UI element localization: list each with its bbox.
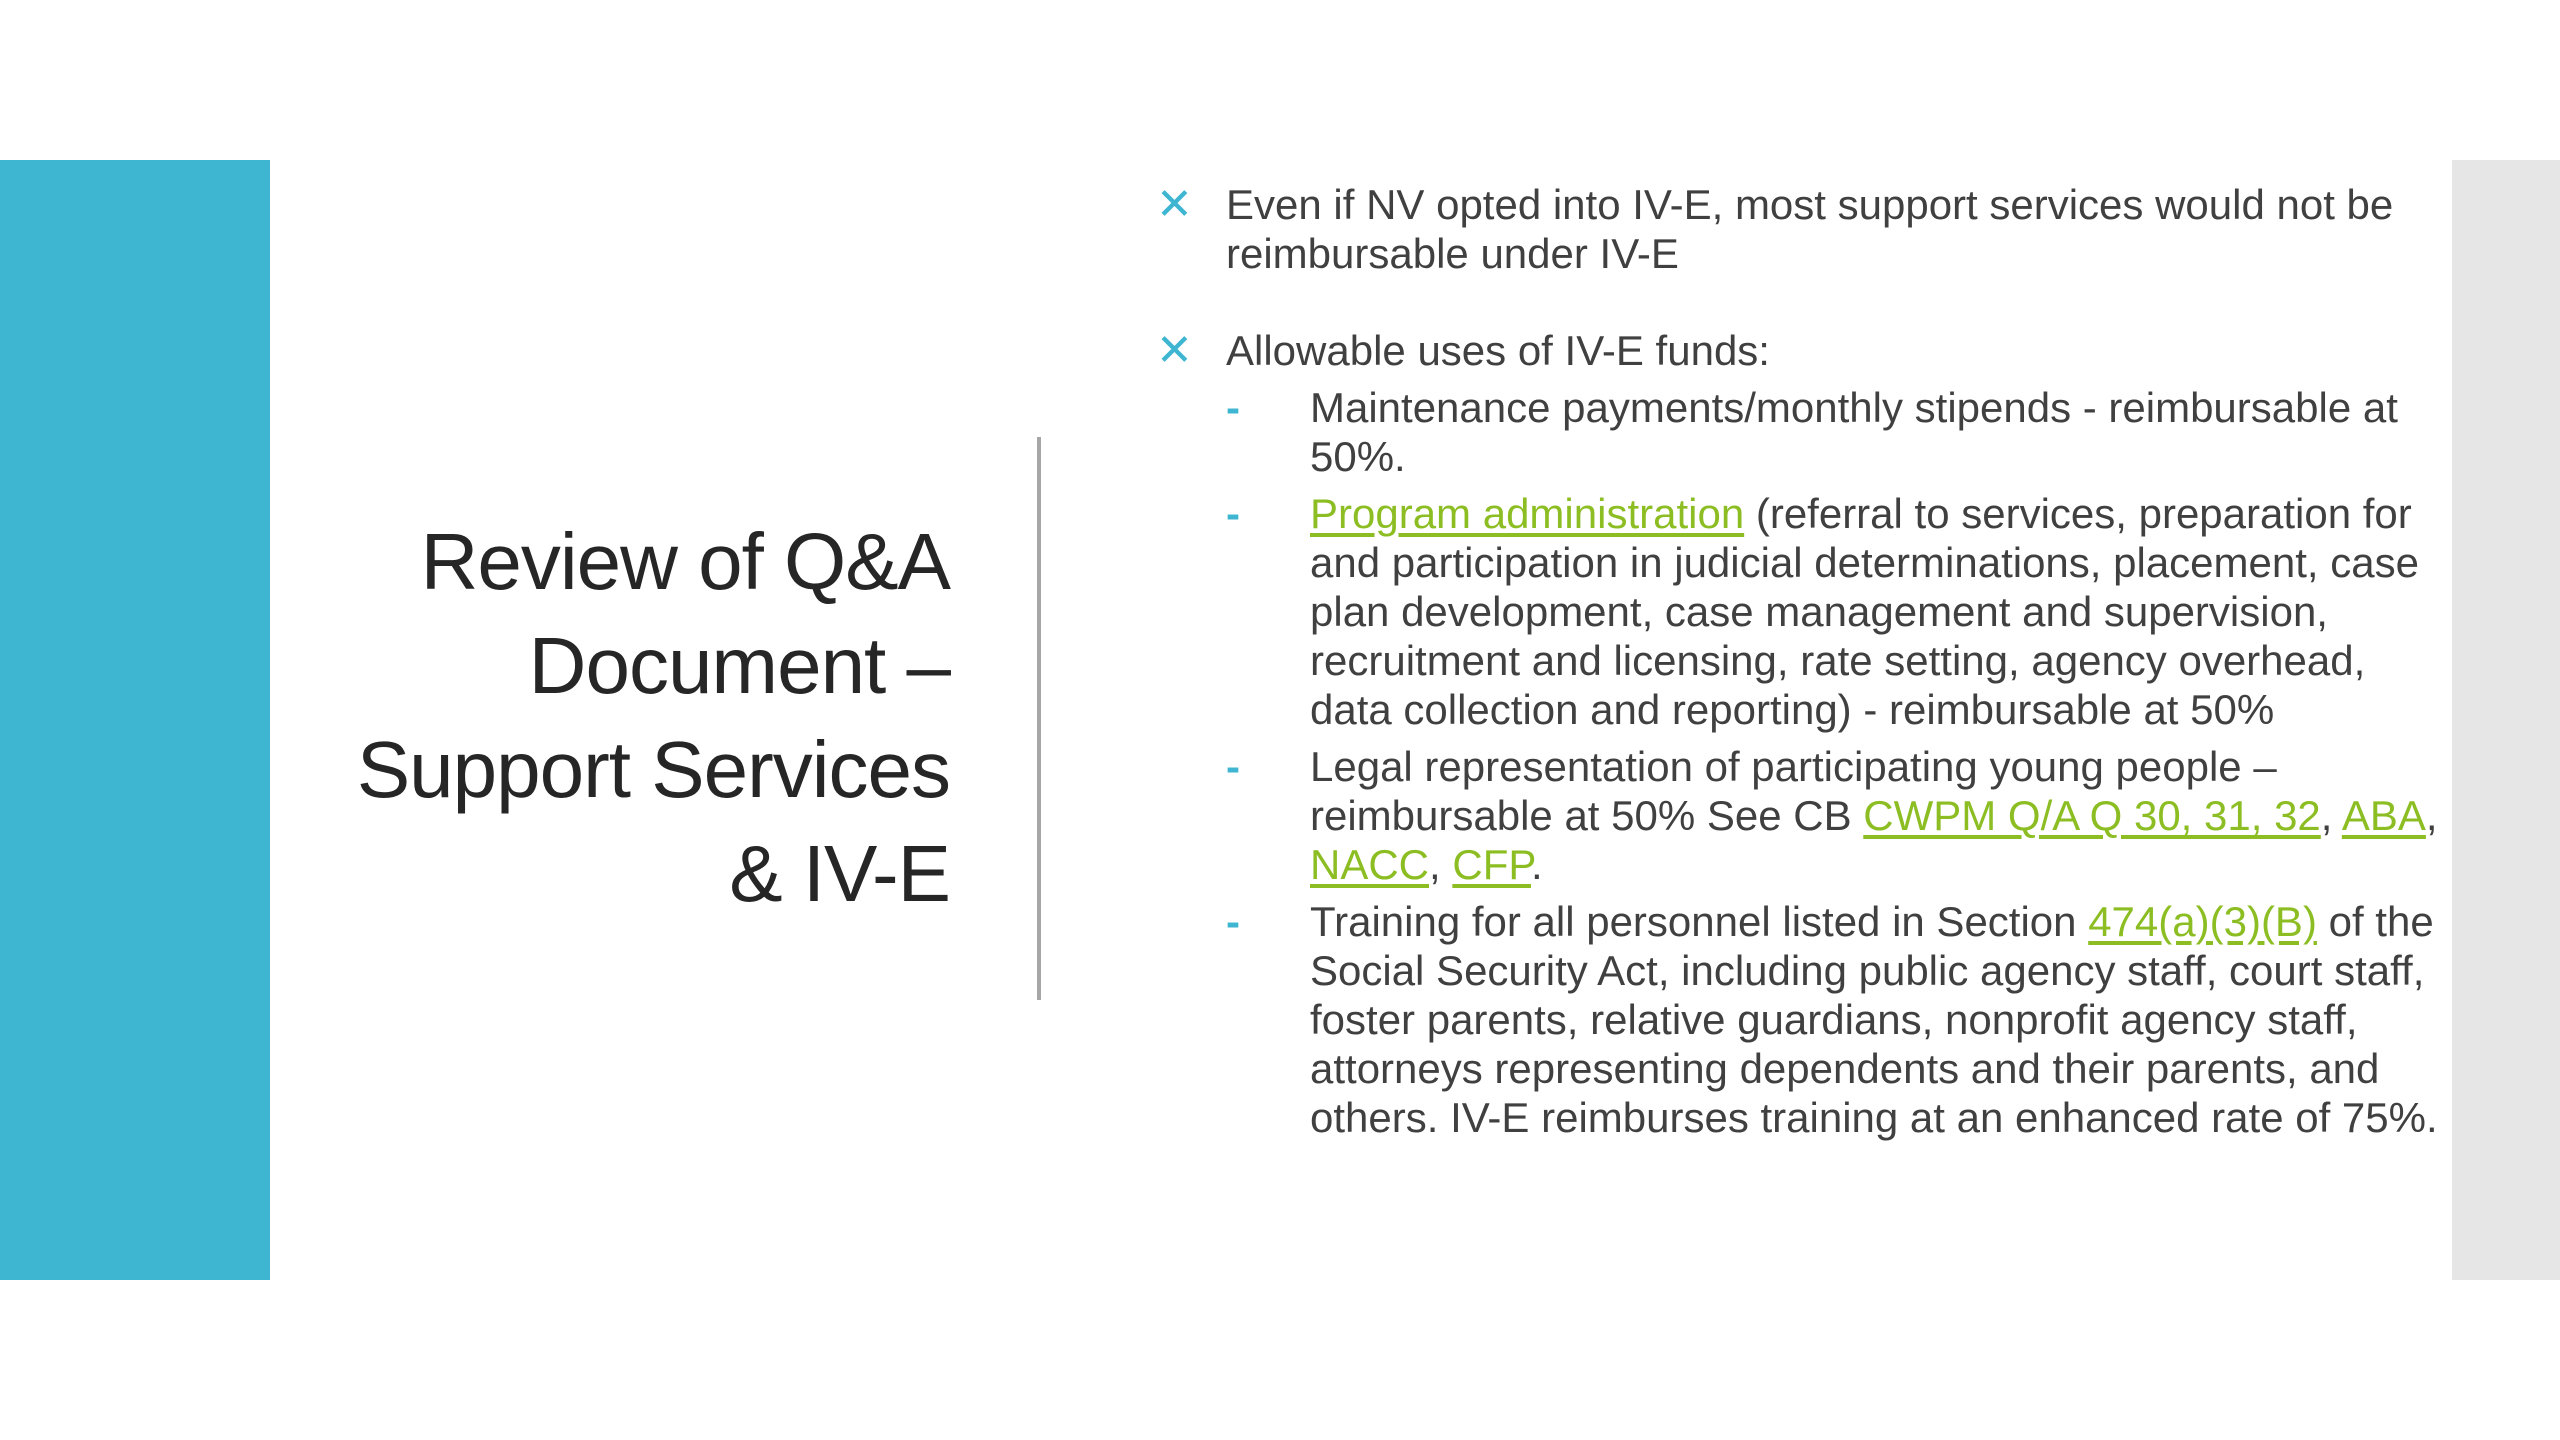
side-panel-right [2452, 160, 2560, 1280]
bullet-item [1150, 180, 2440, 278]
vertical-divider [1037, 437, 1041, 1000]
sub-bullet-item [1226, 489, 2440, 734]
sub-bullet-item [1226, 897, 2440, 1142]
dash-bullet-icon: - [1226, 490, 1240, 537]
dash-bullet-icon: - [1226, 743, 1240, 790]
sub-bullet-text: Training for all personnel listed in Section [1310, 898, 2089, 945]
accent-bar-left [0, 160, 270, 1280]
bullet-item [1150, 326, 2440, 1142]
x-bullet-icon: ✕ [1156, 180, 1193, 229]
slide-content [1150, 180, 2440, 1142]
aba-link[interactable]: ABA [2341, 792, 2426, 839]
program-administration-link[interactable]: Program administration [1310, 490, 1745, 537]
sub-bullet-list [1226, 383, 2440, 1142]
separator-text: , [1429, 841, 1453, 888]
sub-bullet-text: . [1530, 841, 1543, 888]
slide-title: Review of Q&A Document – Support Services & IV-E [356, 517, 950, 918]
section-474-link[interactable]: 474(a)(3)(B) [2088, 898, 2317, 945]
sub-bullet-text: Legal representation of participating young people – reimbursable at 50% See CB [1310, 743, 2277, 839]
sub-bullet-item [1226, 383, 2440, 481]
dash-bullet-icon: - [1226, 384, 1240, 431]
separator-text: , [2425, 792, 2438, 839]
sub-bullet-text: (referral to services, preparation for and participation in judicial determinations, placement, case plan development, case management and supervision, recruitment and licensing, rate setting, agency overhead, data collection and reporting) - reimbursable at 50% [1310, 490, 2419, 733]
dash-bullet-icon: - [1226, 898, 1240, 945]
cwpm-qa-link[interactable]: CWPM Q/A Q 30, 31, 32 [1863, 792, 2321, 839]
cfp-link[interactable]: CFP [1452, 841, 1531, 888]
sub-bullet-item [1226, 742, 2440, 889]
sub-bullet-text: Maintenance payments/monthly stipends - reimbursable at 50%. [1310, 384, 2398, 480]
bullet-text: Even if NV opted into IV-E, most support services would not be reimbursable under IV-E [1226, 181, 2394, 277]
bullet-text: Allowable uses of IV-E funds: [1226, 327, 1770, 374]
separator-text: , [2320, 792, 2342, 839]
nacc-link[interactable]: NACC [1310, 841, 1430, 888]
sub-bullet-text: of the Social Security Act, including public agency staff, court staff, foster parents, relative guardians, nonprofit agency staff, attorneys representing dependents and their parents, and others. IV-E reimburses training at an enhanced rate of 75%. [1310, 898, 2438, 1141]
x-bullet-icon: ✕ [1156, 326, 1193, 375]
